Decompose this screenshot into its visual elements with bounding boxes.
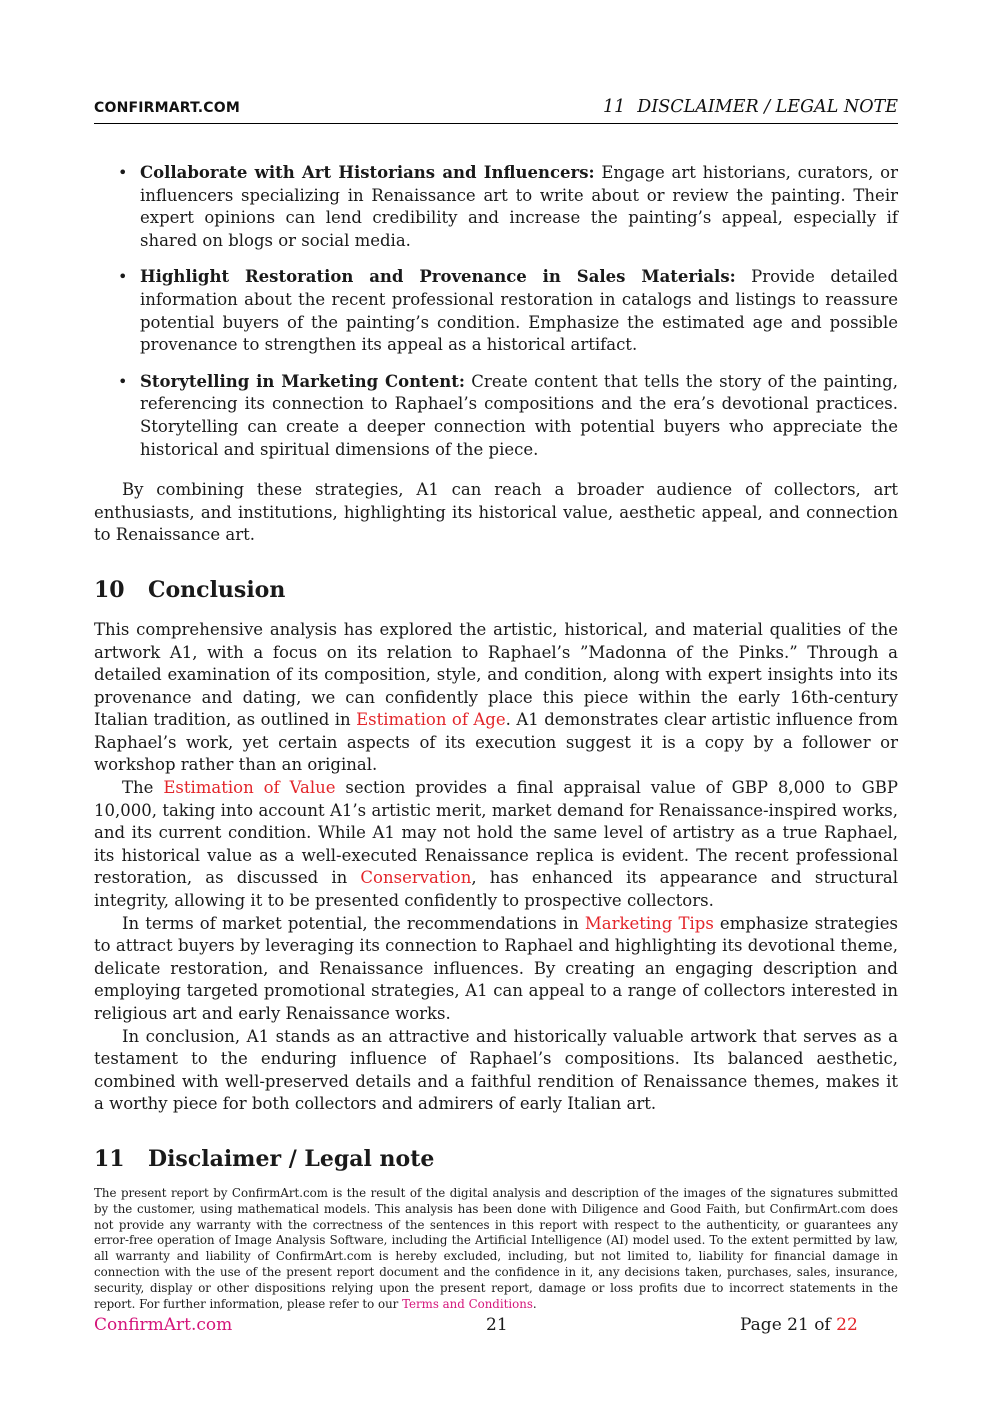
paragraph-text: , has enhanced its appearance and structural integrity, allowing it to be presented confidently to prospective collectors. xyxy=(94,868,898,911)
running-section-title xyxy=(603,97,898,117)
conclusion-paragraph-1 xyxy=(94,619,898,777)
running-section-number: 11 xyxy=(603,97,626,117)
section-title: Disclaimer / Legal note xyxy=(148,1145,435,1172)
list-item-heading: Storytelling in Marketing Content: xyxy=(140,371,465,391)
bullet-icon: • xyxy=(118,267,128,287)
conclusion-heading xyxy=(94,577,898,603)
running-section-name: DISCLAIMER / LEGAL NOTE xyxy=(637,97,898,117)
paragraph-text: . xyxy=(532,1296,537,1311)
conclusion-paragraph-4: In conclusion, A1 stands as an attractive and historically valuable artwork that serves as a testament to the enduring influence of Raphael’s compositions. Its balanced aesthetic, combined with well-preserved details and a faithful rendition of Renaissance themes, makes it a worthy piece for both collectors and admirers of early Italian art. xyxy=(94,1026,898,1114)
total-pages-link[interactable]: 22 xyxy=(836,1315,858,1335)
summary-paragraph: By combining these strategies, A1 can reach a broader audience of collectors, art enthusiasts, and institutions, highlighting its historical value, aesthetic appeal, and connection to Renaissance art. xyxy=(94,480,898,545)
terms-and-conditions-link[interactable]: Terms and Conditions xyxy=(402,1296,533,1311)
list-item-heading: Collaborate with Art Historians and Influencers: xyxy=(140,163,595,182)
link-estimation-of-age[interactable]: Estimation of Age xyxy=(356,710,506,730)
footer-site-link[interactable]: ConfirmArt.com xyxy=(94,1315,233,1335)
list-item-text: Create content that tells the story of the painting, referencing its connection to Raphael’s compositions and the era’s devotional practices. Storytelling can create a deeper connection with potential buyers who appreciate the historical and spiritual dimensions of the piece. xyxy=(140,371,898,459)
list-item xyxy=(94,371,898,461)
bullet-icon: • xyxy=(118,371,128,391)
list-item xyxy=(94,162,898,252)
legal-note xyxy=(94,1186,898,1312)
list-item-text: Provide detailed information about the recent professional restoration in catalogs and listings to reassure potential buyers of the painting’s condition. Emphasize the estimated age and possible provenance to strengthen its appeal as a historical artifact. xyxy=(140,267,899,355)
page-label: Page 21 of xyxy=(740,1315,837,1335)
page-footer xyxy=(94,1315,898,1339)
section-number: 10 xyxy=(94,576,125,603)
section-number: 11 xyxy=(94,1145,125,1172)
paragraph-text: This comprehensive analysis has explored the artistic, historical, and material qualities of the artwork A1, with a focus on its relation to Raphael’s ”Madonna of the Pinks.” Through a detailed examination of its composition, style, and condition, along with expert insights into its provenance and dating, we can confidently place this piece within the early 16th-century Italian tradition, as outlined in xyxy=(94,619,898,730)
running-header xyxy=(94,97,898,124)
section-title: Conclusion xyxy=(148,576,286,603)
conclusion-paragraph-2 xyxy=(94,777,898,913)
footer-page-number: 21 xyxy=(486,1315,508,1335)
footer-page-count xyxy=(740,1315,858,1335)
paragraph-text: The xyxy=(122,778,164,798)
list-item xyxy=(94,266,898,356)
paragraph-text: The present report by ConfirmArt.com is the result of the digital analysis and description of the images of the signatures submitted by the customer, using mathematical models. This analysis has been done with Diligence and Good Faith, but ConfirmArt.com does not provide any warranty with the correctness of the sentences in this report with respect to the authenticity, or guarantees any error-free operation of Image Analysis Software, including the Artificial Intelligence (AI) model used. To the extent permitted by law, all warranty and liability of ConfirmArt.com is hereby excluded, including, but not limited to, liability for financial damage in connection with the use of the present report document and the confidence in it, any decisions taken, purchases, sales, insurance, security, display or other dispositions relying upon the present report, damage or loss profits due to incorrect statements in the report. For further information, please refer to our xyxy=(94,1185,898,1311)
paragraph-text: . A1 demonstrates clear artistic influence from Raphael’s work, yet certain aspects of its execution suggest it is a copy by a follower or workshop rather than an original. xyxy=(94,710,898,775)
list-item-heading: Highlight Restoration and Provenance in Sales Materials: xyxy=(140,267,736,287)
marketing-bullet-list xyxy=(94,162,898,461)
link-marketing-tips[interactable]: Marketing Tips xyxy=(584,913,714,933)
disclaimer-heading xyxy=(94,1146,898,1172)
conclusion-paragraph-3 xyxy=(94,913,898,1026)
disclaimer-paragraph xyxy=(94,1186,898,1312)
list-item-text: Engage art historians, curators, or influencers specializing in Renaissance art to write about or review the painting. Their expert opinions can lend credibility and increase the painting’s appeal, especially if shared on blogs or social media. xyxy=(140,163,898,250)
page-content xyxy=(94,162,898,1312)
link-conservation[interactable]: Conservation xyxy=(360,868,472,888)
bullet-icon: • xyxy=(118,163,128,182)
confirmart-logo: CONFIRMART.COM xyxy=(94,100,241,116)
paragraph-text: In terms of market potential, the recommendations in xyxy=(122,913,585,933)
link-estimation-of-value[interactable]: Estimation of Value xyxy=(163,778,336,798)
paragraph-text: section provides a final appraisal value of GBP 8,000 to GBP 10,000, taking into account A1’s artistic merit, market demand for Renaissance-inspired works, and its current condition. While A1 may not hold the same level of artistry as a true Raphael, its historical value as a well-executed Renaissance replica is evident. The recent professional restoration, as discussed in xyxy=(94,778,898,888)
paragraph-text: emphasize strategies to attract buyers by leveraging its connection to Raphael and highlighting its devotional theme, delicate restoration, and Renaissance influences. By creating an engaging description and employing targeted promotional strategies, A1 can appeal to a range of collectors interested in religious art and early Renaissance works. xyxy=(94,913,898,1023)
